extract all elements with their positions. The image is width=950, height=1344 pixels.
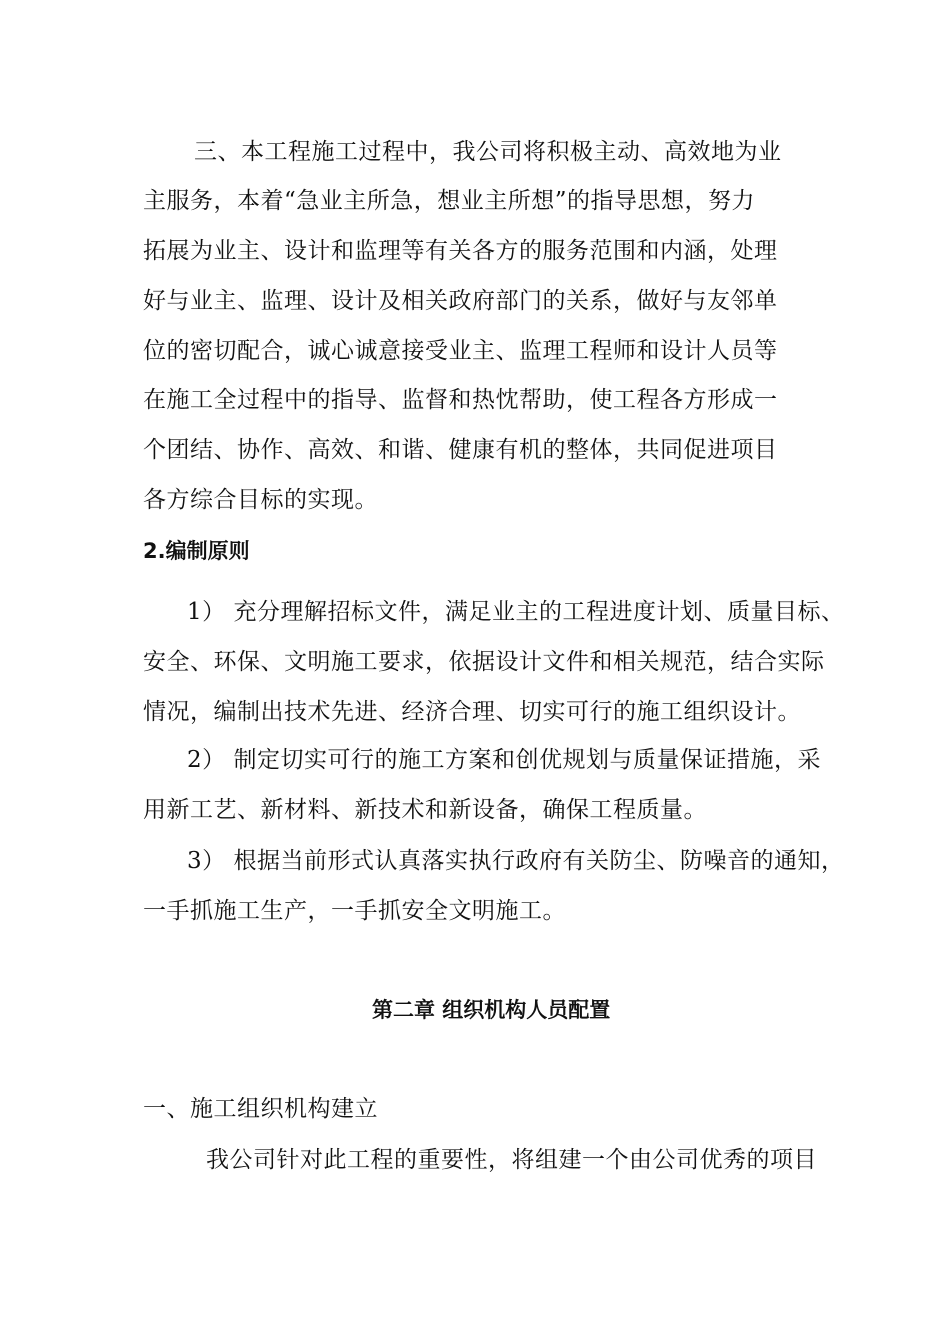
paragraph-line: 在施工全过程中的指导、监督和热忱帮助，使工程各方形成一 bbox=[143, 387, 778, 413]
chapter-title: 第二章 组织机构人员配置 bbox=[372, 998, 611, 1022]
section-heading: 2.编制原则 bbox=[143, 539, 250, 563]
paragraph-line: 个团结、协作、高效、和谐、健康有机的整体，共同促进项目 bbox=[143, 437, 778, 463]
paragraph-line: 拓展为业主、设计和监理等有关各方的服务范围和内涵，处理 bbox=[143, 238, 778, 264]
principle-line: 安全、环保、文明施工要求，依据设计文件和相关规范，结合实际 bbox=[143, 649, 825, 675]
principle-line: 一手抓施工生产，一手抓安全文明施工。 bbox=[143, 898, 566, 924]
paragraph-line: 我公司针对此工程的重要性，将组建一个由公司优秀的项目 bbox=[206, 1147, 817, 1173]
paragraph-line: 三、本工程施工过程中，我公司将积极主动、高效地为业 bbox=[194, 139, 782, 165]
paragraph-line: 各方综合目标的实现。 bbox=[143, 487, 378, 513]
paragraph-line: 主服务，本着“急业主所急，想业主所想”的指导思想，努力 bbox=[143, 188, 756, 214]
paragraph-line: 位的密切配合，诚心诚意接受业主、监理工程师和设计人员等 bbox=[143, 338, 778, 364]
principle-line: 用新工艺、新材料、新技术和新设备，确保工程质量。 bbox=[143, 797, 707, 823]
principle-line: 1） 充分理解招标文件，满足业主的工程进度计划、质量目标、 bbox=[187, 599, 845, 625]
paragraph-line: 好与业主、监理、设计及相关政府部门的关系，做好与友邻单 bbox=[143, 288, 778, 314]
principle-line: 情况，编制出技术先进、经济合理、切实可行的施工组织设计。 bbox=[143, 699, 801, 725]
principle-line: 3） 根据当前形式认真落实执行政府有关防尘、防噪音的通知， bbox=[187, 848, 845, 874]
principle-line: 2） 制定切实可行的施工方案和创优规划与质量保证措施，采 bbox=[187, 747, 821, 773]
subsection-heading: 一、施工组织机构建立 bbox=[143, 1096, 378, 1122]
